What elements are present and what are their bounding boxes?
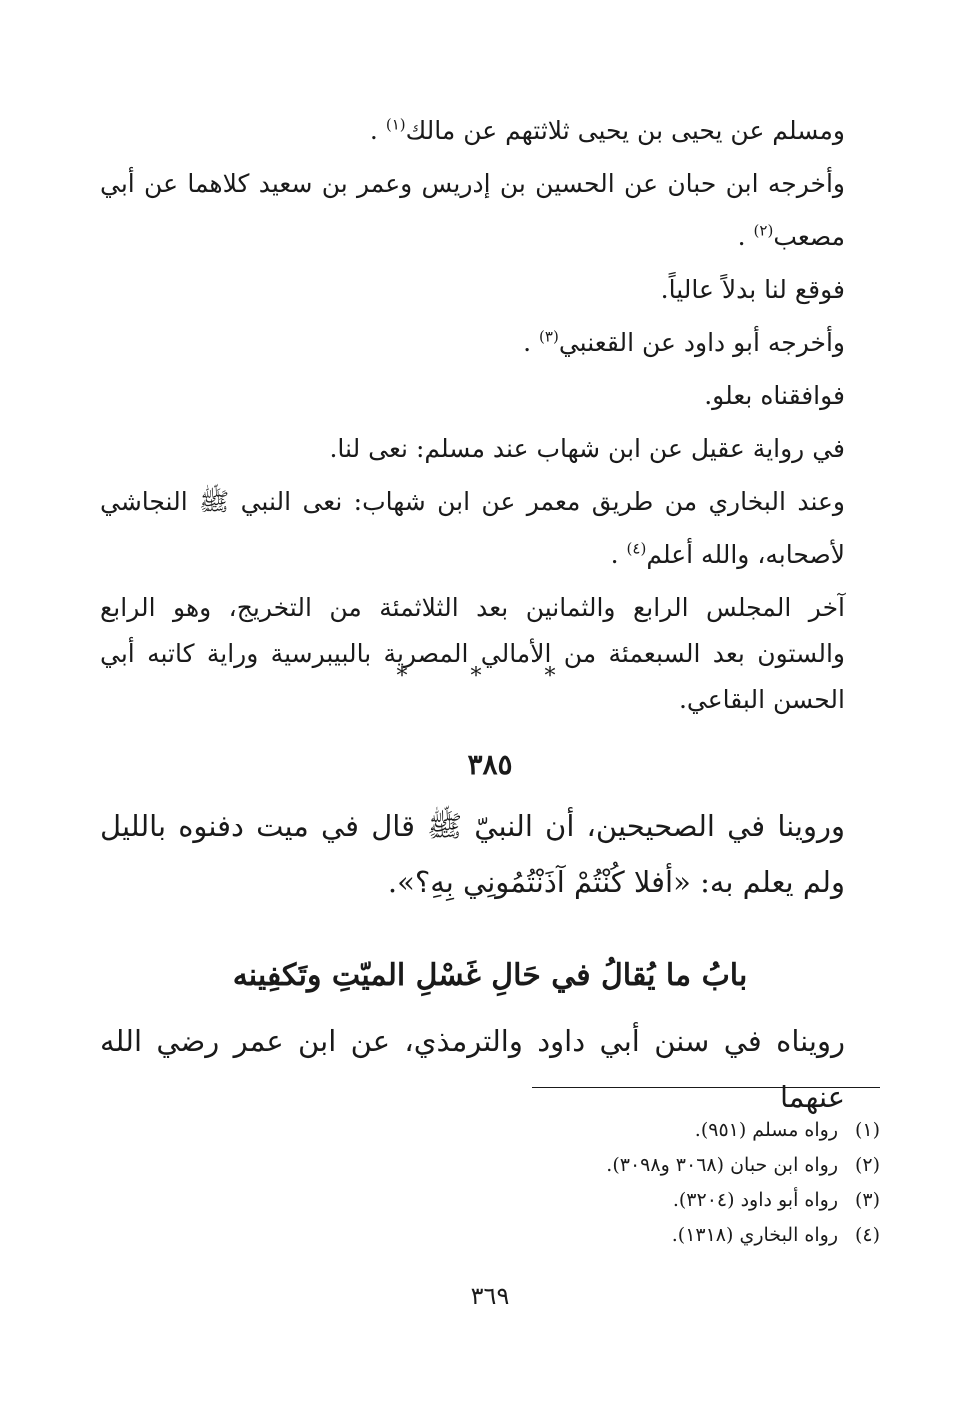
footnote-number: (١) — [854, 1119, 880, 1141]
footnote-number: (٢) — [854, 1154, 880, 1176]
paragraph-aqil: في رواية عقيل عن ابن شهاب عند مسلم: نعى لنا. — [329, 434, 845, 463]
footnote-text: رواه البخاري (١٣١٨). — [671, 1224, 838, 1246]
footnote-text: رواه مسلم (٩٥١). — [694, 1119, 838, 1141]
footnote-item — [300, 1218, 880, 1253]
chapter-text: رويناه في سنن أبي داود والترمذي، عن ابن عمر رضي الله عنهما — [100, 1024, 845, 1114]
page-number: ٣٦٩ — [470, 1282, 510, 1310]
footnote-number: (٤) — [854, 1224, 880, 1246]
colophon: آخر المجلس الرابع والثمانين بعد الثلاثمئة من التخريج، وهو الرابع والستون بعد السبعمئة من الأمالي المصرية بالبيبرسية وراية كاتبه أبي الحسن البقاعي. — [100, 593, 845, 714]
footnote-ref: (٣) — [539, 327, 559, 346]
footnote-item — [300, 1183, 880, 1218]
chapter-heading: بابُ ما يُقالُ في حَالِ غَسْلِ الميّتِ وتَكفِينه — [232, 958, 748, 993]
chapter-text-block — [100, 1013, 880, 1125]
paragraph-abu-dawud: وأخرجه أبو داود عن القعنبي$^{(٣)}$ . — [523, 327, 845, 357]
section-separator: * * * — [396, 664, 584, 689]
paragraph-uluw: فوافقناه بعلو. — [704, 381, 845, 410]
footnote-item — [300, 1148, 880, 1183]
footnote-item — [300, 1113, 880, 1148]
footnote-text: رواه ابن حبان (٣٠٦٨ و٣٠٩٨). — [606, 1154, 838, 1176]
footnote-ref: (١) — [385, 115, 406, 134]
footnote-divider — [532, 1087, 880, 1088]
section-number: ٣٨٥ — [467, 748, 513, 781]
hadith-block — [100, 798, 880, 910]
footnotes — [300, 1113, 880, 1253]
footnote-text: رواه أبو داود (٣٢٠٤). — [672, 1189, 838, 1211]
footnote-ref: (٢) — [753, 221, 774, 240]
hadith-text: وروينا في الصحيحين، أن النبيّ ﷺ قال في ميت دفنوه بالليل ولم يعلم به: «أفلا كُنْتُمْ آذَنْتُمُونِي بِهِ؟». — [100, 809, 845, 899]
top-text-block — [100, 104, 880, 723]
paragraph-ibn-hibban: وأخرجه ابن حبان عن الحسين بن إدريس وعمر بن سعيد كلاهما عن أبي مصعب$^{(٢)}$ . — [100, 169, 845, 251]
footnote-ref: (٤) — [626, 539, 647, 558]
footnote-number: (٣) — [854, 1189, 880, 1211]
paragraph-bukhari: وعند البخاري من طريق معمر عن ابن شهاب: نعى النبي ﷺ النجاشي لأصحابه، والله أعلم$^{(٤)}$ . — [100, 487, 845, 569]
paragraph-badal: فوقع لنا بدلاً عالياً. — [660, 275, 845, 304]
paragraph-malik: ومسلم عن يحيى بن يحيى ثلاثتهم عن مالك$^{(١)}$ . — [369, 115, 845, 145]
